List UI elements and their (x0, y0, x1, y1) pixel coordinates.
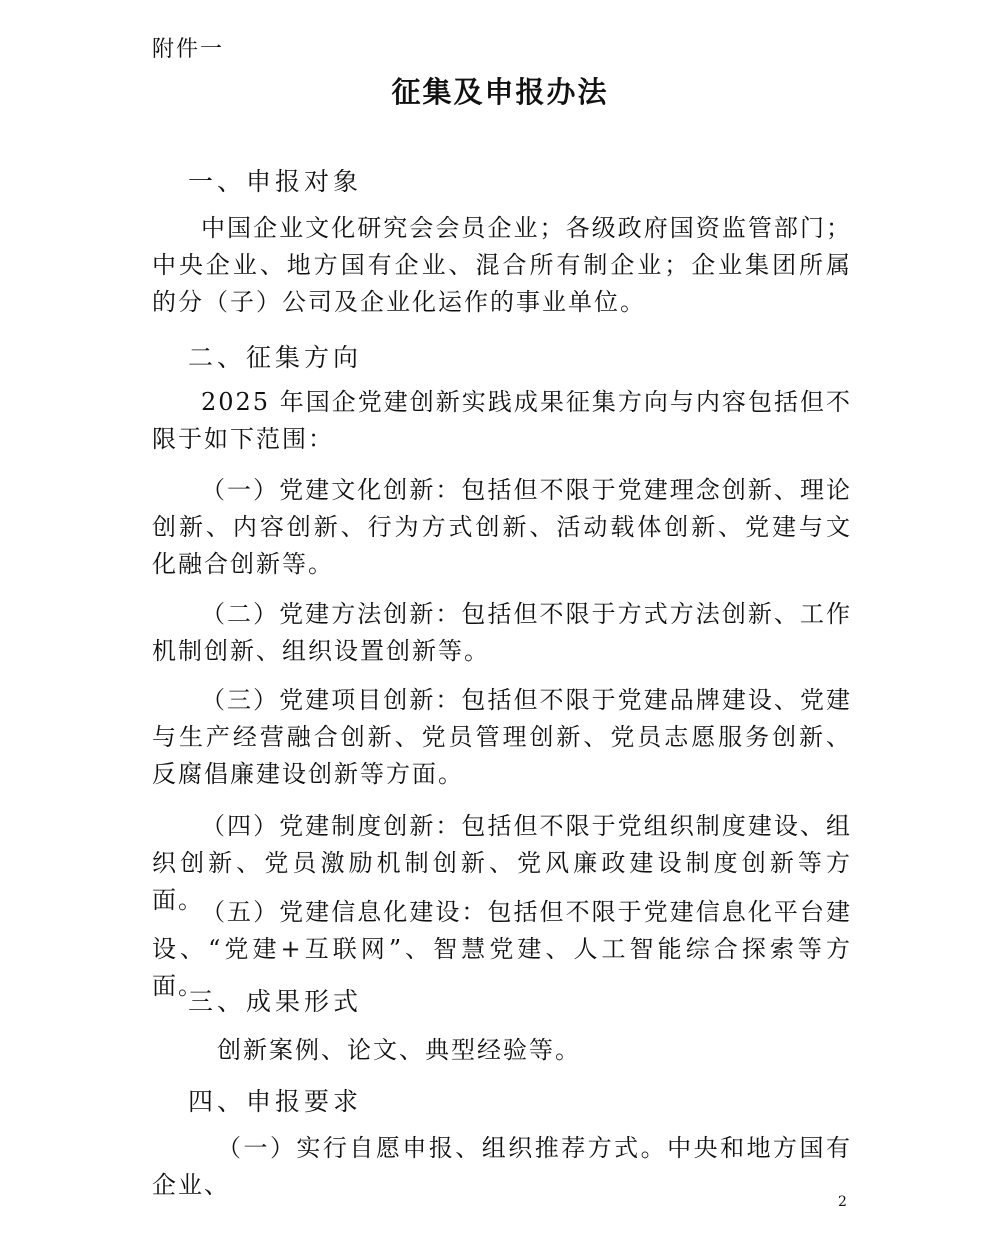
section-heading-4: 四、申报要求 (188, 1087, 363, 1116)
section-1-paragraph: 中国企业文化研究会会员企业；各级政府国资监管部门；中央企业、地方国有企业、混合所有制企业；企业集团所属的分（子）公司及企业化运作的事业单位。 (152, 214, 852, 316)
section-2-intro: 2025 年国企党建创新实践成果征集方向与内容包括但不限于如下范围： (152, 388, 852, 453)
section-2-item-5: （五）党建信息化建设：包括但不限于党建信息化平台建设、“党建+互联网”、智慧党建、人工智能综合探索等方面。 (152, 898, 852, 1000)
section-2-item-4: （四）党建制度创新：包括但不限于党组织制度建设、组织创新、党员激励机制创新、党风廉政建设制度创新等方面。 (152, 812, 852, 914)
page-title: 征集及申报办法 (391, 75, 609, 109)
section-2-item-1: （一）党建文化创新：包括但不限于党建理念创新、理论创新、内容创新、行为方式创新、活动载体创新、党建与文化融合创新等。 (152, 476, 852, 578)
section-heading-3: 三、成果形式 (188, 987, 363, 1016)
section-3-paragraph: 创新案例、论文、典型经验等。 (217, 1036, 581, 1064)
section-2-item-2: （二）党建方法创新：包括但不限于方式方法创新、工作机制创新、组织设置创新等。 (152, 600, 852, 665)
section-4-paragraph: （一）实行自愿申报、组织推荐方式。中央和地方国有企业、 (152, 1134, 852, 1199)
section-heading-2: 二、征集方向 (188, 343, 363, 372)
section-2-item-3: （三）党建项目创新：包括但不限于党建品牌建设、党建与生产经营融合创新、党员管理创新、党员志愿服务创新、反腐倡廉建设创新等方面。 (152, 686, 852, 788)
attachment-label: 附件一 (152, 37, 225, 62)
section-heading-1: 一、申报对象 (188, 167, 363, 196)
page-number: 2 (838, 1194, 847, 1210)
